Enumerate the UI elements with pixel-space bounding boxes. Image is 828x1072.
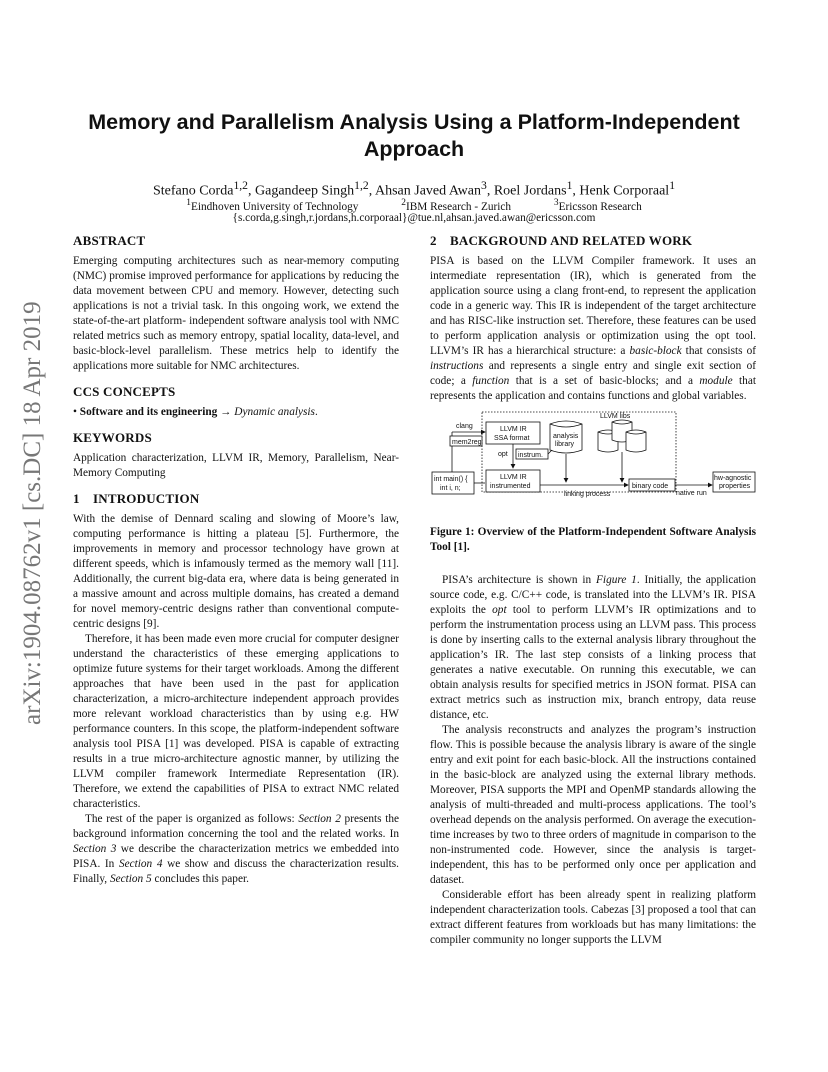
figure-1-caption: Figure 1: Overview of the Platform-Independent Software Analysis Tool [1]. [430, 526, 756, 553]
author-affil-sup: 1 [669, 179, 676, 192]
source-code-line-1: int main() { [434, 476, 468, 483]
author-name: Ahsan Javed Awan [374, 183, 482, 199]
affiliation: $^2$IBM Research - Zurich [401, 198, 512, 213]
llvm-ir-label: LLVM IR [500, 426, 527, 433]
affiliation: $^3$Ericsson Research [553, 198, 642, 213]
title-line-1: Memory and Parallelism Analysis Using a Platform-Independent [88, 110, 740, 134]
intro-paragraph-2: Therefore, it has been made even more crucial for computer designer understand the characteristics of these emerging applications to optimize future systems for their target workloads. Among the different approaches that have been used in the past for application characterization, a micro-architecture independent approach provides more relevant workload characteristics than by using e.g. HW performance counters. In this scope, the platform-independent software analysis tool PISA [1] was developed. PISA is capable of extracting results in a true micro-architecture agnostic manner, by utilizing the LLVM compiler framework Intermediate Representation (IR). Therefore, we extend the capabilities of PISA to extract NMC related characteristics. [73, 633, 399, 810]
author-affil-sup: 1 [566, 179, 573, 192]
arxiv-stamp [4, 280, 52, 725]
affiliation: $^1$Eindhoven University of Technology [186, 198, 359, 213]
intro-paragraph-1: With the demise of Dennard scaling and slowing of Moore’s law, computing performance is hitting a plateau [5]. Furthermore, the improvements in memory and processor technology have grown at different speeds, which is infamously termed as the memory wall [11]. Additionally, the current big-data era, where data is being generated in a massive amount and across multiple domains, has created a demand for novel memory-centric designs rather than conventional compute-centric designs [9]. [73, 513, 399, 630]
llvm-libs-label: LLVM libs [600, 413, 631, 420]
ccs-concepts: • Software and its engineering → Dynamic analysis. [73, 406, 318, 418]
author-affil-sup: 1,2 [233, 179, 249, 192]
clang-label: clang [456, 423, 473, 430]
hw-agnostic-label: hw-agnostic [714, 475, 752, 482]
analysis-label: analysis [553, 433, 579, 440]
title-line-2: Approach [363, 137, 465, 161]
author-name: Roel Jordans [493, 183, 567, 199]
background-paragraph-1: PISA is based on the LLVM Compiler framework. It uses an intermediate representation (IR), which is generated from the application source using a clang front-end, to represent the application code in a generic way. This IR is independent of the target architecture and has RISC-like instruction set. Therefore, these features can be used to perform application analysis or optimization using the opt tool. LLVM’s IR has a hierarchical structure: a basic-block that consists of instructions and represents a single entry and single exit section of code; a function that is a set of basic-blocks; and a module that represents the application and contains functions and global variables. [430, 255, 757, 402]
author-affil-sup: 1,2 [354, 179, 369, 192]
paper-title [60, 109, 768, 163]
binary-code-label: binary code [632, 483, 669, 490]
keywords-heading: KEYWORDS [73, 430, 152, 445]
author-name: Stefano Corda [152, 183, 234, 199]
author-emails: {s.corda,g.singh,r.jordans,h.corporaal}@tue.nl,ahsan.javed.awan@ericsson.com [232, 212, 596, 224]
intro-paragraph-3: The rest of the paper is organized as follows: Section 2 presents the background information concerning the tool and the related works. In Section 3 we describe the characterization metrics we embedded into PISA. In Section 4 we show and discuss the characterization results. Finally, Section 5 concludes this paper. [73, 813, 400, 885]
author-name: Gagandeep Singh [255, 183, 355, 199]
author-list: Stefano Corda$^{1,2}$, Gagandeep Singh$^{1,2}$, Ahsan Javed Awan$^3$, Roel Jordans$^1$, Henk Corporaal$^1$ [152, 179, 676, 199]
abstract-heading: ABSTRACT [73, 233, 146, 248]
llvm-ir-label: LLVM IR [500, 474, 527, 481]
section-1-heading: 1 INTRODUCTION [73, 491, 200, 506]
linking-process-label: linking process [564, 491, 611, 498]
background-paragraph-4: Considerable effort has been already spent in realizing platform independent characterization tools. Cabezas [3] proposed a tool that can extract different features from workloads but has many limitations: the compiler community no longer supports the LLVM [430, 889, 756, 946]
ssa-format-label: SSA format [494, 435, 530, 442]
abstract-text: Emerging computing architectures such as near-memory computing (NMC) promise improved performance for applications by reducing the data movement between CPU and memory. However, detecting such applications is not a trivial task. In this ongoing work, we extend the state-of-the-art platform- independent software analysis tool with NMC related metrics such as memory entropy, spatial locality, data-level, and basic-block-level parallelism. These metrics help to identify the applications more suitable for NMC architectures. [73, 255, 399, 372]
pisa-overview-diagram [430, 410, 756, 516]
source-code-line-2: int i, n; [440, 485, 461, 492]
instrumented-label: instrumented [490, 483, 531, 490]
mem2reg-label: mem2reg [452, 439, 482, 446]
left-column [73, 233, 399, 887]
background-paragraph-2: PISA’s architecture is shown in Figure 1. Initially, the application source code, e.g. C/C++ code, is translated into the LLVM’s IR. PISA exploits the opt tool to perform LLVM’s IR optimizations and to perform the instrumentation process using an LLVM pass. This process is done by inserting calls to the external analysis library throughout the application’s IR. The last step consists of a linking process that generates a native executable. On running this executable, we can obtain analysis results for specified metrics in JSON format. PISA can extract metrics such as instruction mix, branch entropy, data reuse distance, etc. [430, 574, 756, 721]
author-affil-sup: 3 [481, 179, 487, 192]
right-column [430, 233, 756, 948]
opt-label: opt [498, 451, 508, 458]
ccs-heading: CCS CONCEPTS [73, 384, 176, 399]
native-run-label: native run [676, 490, 707, 497]
section-2-heading: 2 BACKGROUND AND RELATED WORK [430, 233, 693, 248]
author-name: Henk Corporaal [579, 183, 670, 199]
keywords-text: Application characterization, LLVM IR, Memory, Parallelism, Near-Memory Computing [73, 452, 399, 479]
svg-text:arXiv:1904.08762v1 [cs.DC] 1: arXiv:1904.08762v1 [cs.DC] 18 Apr 2019 [19, 301, 46, 725]
library-label: library [555, 441, 575, 448]
background-paragraph-3: The analysis reconstructs and analyzes the program’s instruction flow. This is possible because the analysis library is aware of the single entry and exit point for each basic-block. All the instructions contained in the basic-block are analyzed using the external library methods. Moreover, PISA supports the MPI and OpenMP standards allowing the analysis of multi-threaded and multi-process applications. The tool’s overhead depends on the analysis performed. On average the execution-time increases by two to three orders of magnitude in comparison to the non-instrumented code. However, since the analysis is target-independent, this has to be performed only once per application and dataset. [430, 724, 756, 886]
instrum-label: instrum. [518, 452, 543, 459]
properties-label: properties [719, 483, 751, 490]
